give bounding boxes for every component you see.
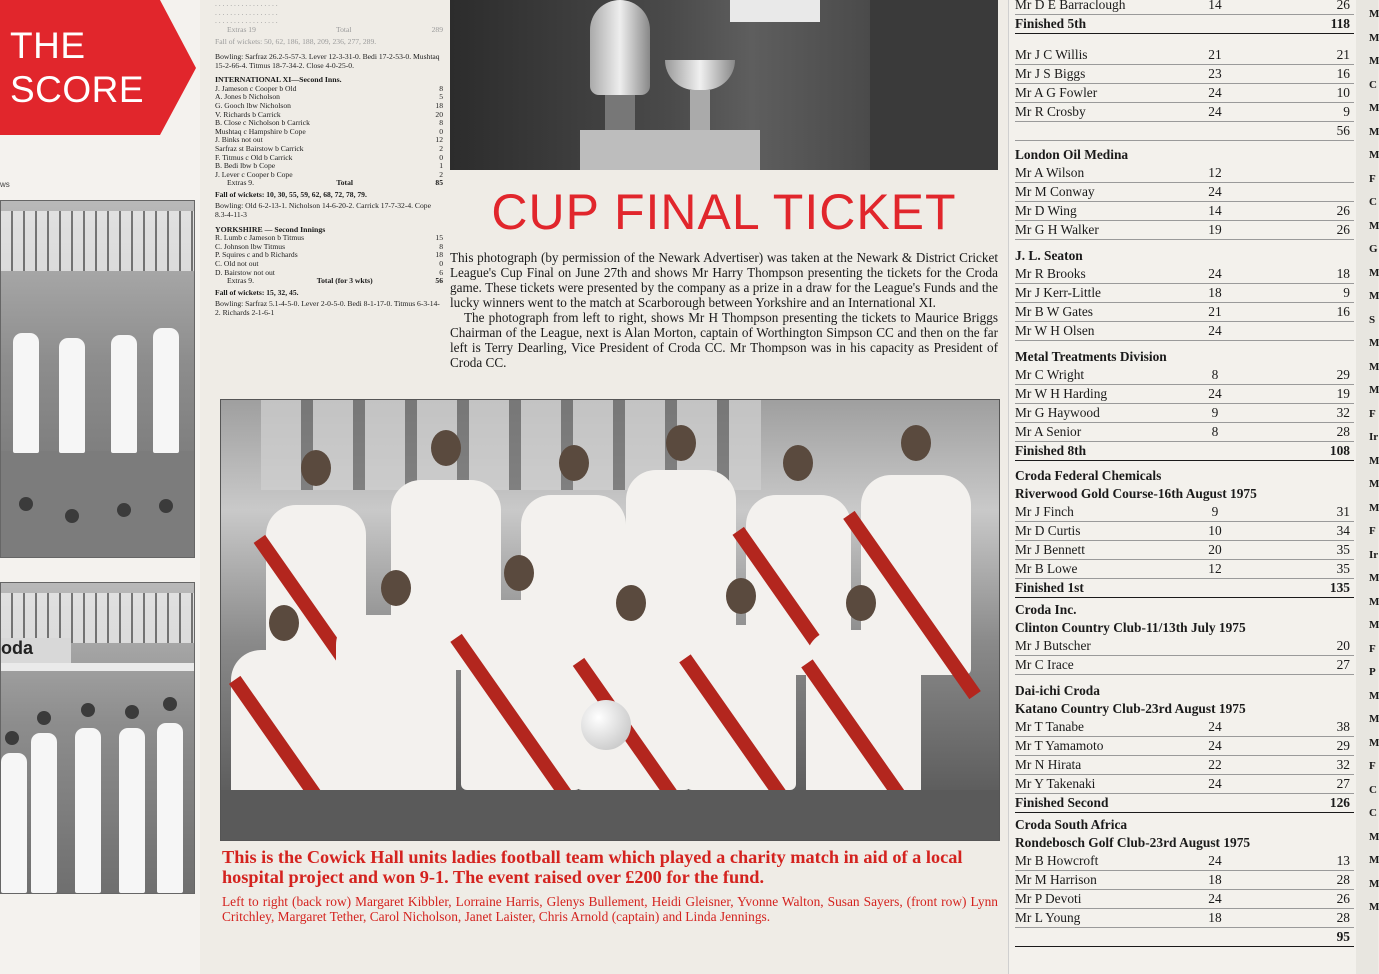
player-name: Mr A Wilson	[1015, 165, 1085, 180]
total-label: Total	[336, 24, 352, 34]
player-name: Mr T Tanabe	[1015, 719, 1084, 734]
result-row	[1015, 852, 1354, 871]
score-value: 28	[1336, 872, 1350, 887]
extras-label: Extras 19	[227, 24, 256, 34]
handicap-value: 9	[1211, 504, 1219, 519]
york-rows	[215, 234, 443, 277]
york-fall: Fall of wickets: 15, 32, 45.	[215, 287, 299, 297]
score-value	[1245, 322, 1354, 340]
score-value: 126	[1329, 795, 1350, 810]
edge-letter: M	[1369, 501, 1379, 514]
edge-letter: M	[1369, 55, 1379, 67]
text-fragment: ws	[0, 180, 10, 189]
batter-name: P. Squires c and b Richards	[215, 250, 298, 260]
article-title: CUP FINAL TICKET	[491, 184, 957, 240]
handicap-value: 18	[1208, 910, 1222, 925]
edge-letter: M	[1369, 454, 1379, 467]
result-row	[1015, 737, 1354, 756]
player-name: Mr J Butscher	[1015, 638, 1091, 653]
edge-letter: M	[1369, 830, 1379, 843]
result-row	[1015, 322, 1354, 341]
york-heading: YORKSHIRE — Second Innings	[215, 224, 326, 234]
group-title: Croda Inc.	[1015, 602, 1077, 617]
int-bowling: Bowling: Old 6-2-13-1. Nicholson 14-6-20-2. Carrick 17-7-32-4. Cope 8.3-4-11-3	[215, 201, 431, 220]
player-name: Mr J S Biggs	[1015, 66, 1086, 81]
handicap-value: 24	[1208, 386, 1222, 401]
result-row	[1015, 522, 1354, 541]
edge-letter: M	[1369, 337, 1379, 349]
edge-letter: F	[1369, 525, 1376, 537]
batter-name: A. Jones b Nicholson	[215, 92, 280, 102]
edge-letter: M	[1369, 125, 1379, 138]
batter-name: J. Jameson c Cooper b Old	[215, 83, 297, 93]
score-value: 26	[1336, 222, 1350, 237]
handicap-value: 24	[1208, 719, 1222, 734]
bowling-top: Bowling: Sarfraz 26.2-5-57-3. Lever 12-3-31-0. Bedi 17-2-53-0. Mushtaq 15-2-66-4. Titmus 18-7-34-2. Close 4-0-25-0.	[215, 51, 440, 70]
player-name: Mr J Finch	[1015, 504, 1074, 519]
results-group-south-africa	[1015, 816, 1354, 947]
result-row	[1015, 103, 1354, 122]
results-group-2	[1015, 46, 1354, 141]
extras-label: Extras 9.	[227, 276, 254, 286]
batter-name: J. Lever c Cooper b Cope	[215, 169, 293, 179]
score-value: 32	[1336, 757, 1350, 772]
player-name: Finished 1st	[1015, 580, 1084, 595]
result-row	[1015, 303, 1354, 322]
edge-letter: C	[1369, 78, 1377, 91]
handicap-value	[1185, 928, 1245, 946]
edge-letter: M	[1369, 219, 1379, 232]
pavilion-sign: oda	[1, 638, 71, 664]
score-value: 16	[1336, 66, 1350, 81]
player-name: Finished 5th	[1015, 16, 1087, 31]
batter-name: B. Close c Nicholson b Carrick	[215, 118, 310, 128]
player-name: Mr P Devoti	[1015, 891, 1082, 906]
cricket-pavilion-photo	[0, 582, 195, 894]
article-paragraph: The photograph from left to right, shows Mr H Thompson presenting the tickets to Maurice Briggs Chairman of the League, next is Alan Morton, captain of Worthington Simpson CC and then on the far left is Terry Dearling, Vice President of Croda CC. Mr Thompson was in his capacity as President of Croda CC.	[450, 310, 998, 370]
handicap-value: 22	[1208, 757, 1222, 772]
handicap-value: 23	[1208, 66, 1222, 81]
result-row	[1015, 265, 1354, 284]
handicap-value: 24	[1208, 738, 1222, 753]
result-row	[1015, 656, 1354, 675]
score-badge-text	[10, 24, 144, 112]
batter-runs: 8	[439, 118, 443, 128]
edge-letter: F	[1369, 642, 1376, 655]
handicap-value: 24	[1208, 104, 1222, 119]
result-row	[1015, 183, 1354, 202]
batter-runs: 0	[439, 152, 443, 162]
result-row	[1015, 221, 1354, 240]
result-row	[1015, 46, 1354, 65]
faded-line: . . . . . . . . . . . . . . . . .	[215, 16, 278, 26]
handicap-value	[1185, 442, 1245, 460]
player-name: Mr G Haywood	[1015, 405, 1100, 420]
result-row	[1015, 756, 1354, 775]
edge-letter: Ir	[1369, 548, 1379, 561]
player-name: Mr B Lowe	[1015, 561, 1078, 576]
player-name: Mr C Irace	[1015, 657, 1074, 672]
score-value: 35	[1336, 542, 1350, 557]
score-value: 13	[1336, 853, 1350, 868]
player-name: Mr W H Olsen	[1015, 323, 1095, 338]
total-value: 85	[435, 178, 443, 188]
handicap-value: 18	[1208, 872, 1222, 887]
player-name: Mr D E Barraclough	[1015, 0, 1126, 12]
score-value: 26	[1336, 891, 1350, 906]
faded-fall: Fall of wickets: 50, 62, 186, 188, 209, 236, 277, 289.	[215, 37, 377, 47]
group-title: J. L. Seaton	[1015, 248, 1083, 263]
york-extras	[215, 277, 443, 286]
player-name: Mr R Crosby	[1015, 104, 1086, 119]
handicap-value: 21	[1208, 47, 1222, 62]
group-title: Metal Treatments Division	[1015, 349, 1167, 364]
edge-letter: F	[1369, 172, 1376, 185]
left-page-strip	[0, 0, 200, 974]
score-value: 135	[1329, 580, 1350, 595]
batter-runs: 6	[439, 267, 443, 277]
score-value	[1245, 164, 1354, 182]
results-group-seaton	[1015, 247, 1354, 341]
handicap-value: 24	[1208, 853, 1222, 868]
score-value: 10	[1336, 85, 1350, 100]
result-row	[1015, 15, 1354, 34]
int-heading: INTERNATIONAL XI—Second Inns.	[215, 75, 342, 85]
score-value: 29	[1336, 738, 1350, 753]
score-value: 35	[1336, 561, 1350, 576]
int-extras	[215, 179, 443, 188]
player-name: Mr W H Harding	[1015, 386, 1108, 401]
team-caption-names: Left to right (back row) Margaret Kibbler, Lorraine Harris, Glenys Bullement, Heidi Gleisner, Yvonne Walton, Susan Sayers, (front row) Lynn Critchley, Margaret Tether, Carol Nicholson, Janet Laister, Chris Arnold (captain) and Linda Jennings.	[222, 894, 998, 924]
edge-letter: M	[1369, 290, 1379, 302]
handicap-value: 8	[1211, 367, 1219, 382]
result-row	[1015, 579, 1354, 598]
edge-letter: M	[1369, 713, 1379, 725]
ladies-football-team-photo	[220, 399, 1000, 841]
results-group-london	[1015, 146, 1354, 240]
total-label: Total	[336, 178, 353, 188]
score-value	[1245, 183, 1354, 201]
player-name: Mr C Wright	[1015, 367, 1085, 382]
handicap-value: 12	[1208, 561, 1222, 576]
group-title: Croda Federal Chemicals	[1015, 468, 1162, 483]
batter-runs: 12	[435, 135, 443, 145]
batter-runs: 2	[439, 143, 443, 153]
edge-letter: M	[1369, 877, 1379, 890]
result-row	[1015, 84, 1354, 103]
player-name: Mr D Wing	[1015, 203, 1077, 218]
batter-name: B. Bedi lbw b Cope	[215, 161, 276, 171]
badge-line-1: THE	[10, 25, 86, 66]
cricket-team-photo	[0, 200, 195, 558]
result-row	[1015, 871, 1354, 890]
group-subtitle: Katano Country Club-23rd August 1975	[1015, 701, 1246, 716]
edge-letter: M	[1369, 266, 1379, 279]
edge-letter: C	[1369, 196, 1377, 208]
handicap-value: 18	[1208, 285, 1222, 300]
score-value: 32	[1336, 405, 1350, 420]
scorecard-column	[215, 0, 443, 380]
player-name: Mr L Young	[1015, 910, 1081, 925]
handicap-value: 24	[1208, 323, 1222, 338]
result-row	[1015, 122, 1354, 141]
batter-name: V. Richards b Carrick	[215, 109, 281, 119]
player-name: Mr M Harrison	[1015, 872, 1097, 887]
faded-line: . . . . . . . . . . . . . . . . .	[215, 7, 278, 17]
edge-letter: G	[1369, 243, 1378, 255]
player-name: Mr J Kerr-Little	[1015, 285, 1101, 300]
faded-line: . . . . . . . . . . . . . . . . .	[215, 0, 278, 8]
group-title: Croda South Africa	[1015, 817, 1128, 832]
edge-letter: P	[1369, 666, 1376, 678]
batter-name: D. Bairstow not out	[215, 267, 275, 277]
batter-runs: 20	[435, 109, 443, 119]
batter-runs: 5	[439, 92, 443, 102]
score-value: 19	[1336, 386, 1350, 401]
edge-letter: M	[1369, 689, 1379, 702]
handicap-value: 14	[1208, 203, 1222, 218]
player-name: Mr A Senior	[1015, 424, 1082, 439]
team-caption-headline: This is the Cowick Hall units ladies football team which played a charity match in aid of a local hospital project and won 9-1. The event raised over £200 for the fund.	[222, 847, 963, 887]
player-name: Mr T Yamamoto	[1015, 738, 1104, 753]
article-paragraph: This photograph (by permission of the Newark Advertiser) was taken at the Newark & District Cricket League's Cup Final on June 27th and shows Mr Harry Thompson presenting the tickets for the Croda game. These tickets were presented by the company as a prize in a draw for the League's Funds and the lucky winners went to the match at Scarborough between Yorkshire and an International XI.	[450, 250, 998, 310]
player-name	[1015, 928, 1185, 946]
edge-letter: C	[1369, 783, 1377, 796]
result-row	[1015, 794, 1354, 813]
edge-letter: M	[1369, 572, 1379, 584]
handicap-value	[1185, 637, 1245, 655]
results-group-daiichi	[1015, 682, 1354, 813]
player-name: Mr J C Willis	[1015, 47, 1088, 62]
edge-letter: C	[1369, 807, 1377, 819]
batter-name: Sarfraz st Bairstow b Carrick	[215, 143, 304, 153]
handicap-value: 10	[1208, 523, 1222, 538]
result-row	[1015, 560, 1354, 579]
score-value: 26	[1336, 0, 1350, 12]
handicap-value: 24	[1208, 266, 1222, 281]
player-name: Mr B Howcroft	[1015, 853, 1099, 868]
score-value: 118	[1330, 16, 1350, 31]
player-name: Finished 8th	[1015, 443, 1087, 458]
batter-runs: 8	[439, 83, 443, 93]
score-value: 28	[1336, 910, 1350, 925]
result-row	[1015, 164, 1354, 183]
int-fall: Fall of wickets: 10, 30, 55, 59, 62, 68, 72, 78, 79.	[215, 189, 367, 199]
result-row	[1015, 909, 1354, 928]
edge-letter: M	[1369, 854, 1379, 866]
batter-name: F. Titmus c Old b Carrick	[215, 152, 293, 162]
edge-letter: M	[1369, 102, 1379, 114]
batter-runs: 18	[435, 250, 443, 260]
group-subtitle: Rondebosch Golf Club-23rd August 1975	[1015, 835, 1251, 850]
extras-label: Extras 9.	[227, 178, 254, 188]
results-group-top	[1015, 0, 1354, 34]
score-value: 16	[1336, 304, 1350, 319]
football	[581, 700, 631, 750]
result-row	[1015, 541, 1354, 560]
york-bowling: Bowling: Sarfraz 5.1-4-5-0. Lever 2-0-5-0. Bedi 8-1-17-0. Titmus 6-3-14-2. Richards 2-1-6-1	[215, 299, 440, 317]
player-name	[1015, 122, 1185, 140]
int-rows	[215, 85, 443, 180]
edge-letter: S	[1369, 313, 1376, 326]
result-row	[1015, 385, 1354, 404]
batter-name: C. Johnson lbw Titmus	[215, 241, 286, 251]
player-name: Finished Second	[1015, 795, 1109, 810]
results-group-inc	[1015, 601, 1354, 675]
edge-letter: F	[1369, 407, 1376, 420]
score-value: 95	[1336, 929, 1350, 944]
score-value: 56	[1336, 123, 1350, 138]
result-row	[1015, 202, 1354, 221]
player-name: Mr A G Fowler	[1015, 85, 1098, 100]
article-body	[450, 250, 998, 370]
result-row	[1015, 423, 1354, 442]
score-value: 27	[1336, 776, 1350, 791]
edge-letter: M	[1369, 736, 1379, 749]
handicap-value: 24	[1208, 776, 1222, 791]
edge-letter: M	[1369, 31, 1379, 44]
total-value: 56	[435, 276, 443, 286]
batter-name: G. Gooch lbw Nicholson	[215, 100, 291, 110]
result-row	[1015, 637, 1354, 656]
handicap-value: 24	[1208, 891, 1222, 906]
score-value: 18	[1336, 266, 1350, 281]
handicap-value: 20	[1208, 542, 1222, 557]
handicap-value: 24	[1208, 184, 1222, 199]
result-row	[1015, 404, 1354, 423]
batter-runs: 8	[439, 241, 443, 251]
edge-letter: M	[1369, 384, 1379, 396]
player-name: Mr B W Gates	[1015, 304, 1093, 319]
result-row	[1015, 890, 1354, 909]
score-value: 28	[1336, 424, 1350, 439]
trophy-photo	[450, 0, 998, 170]
handicap-value	[1185, 15, 1245, 33]
handicap-value	[1185, 656, 1245, 674]
batter-name: Mushtaq c Hampshire b Cope	[215, 126, 306, 136]
edge-letter: M	[1369, 149, 1379, 161]
batter-name: J. Binks not out	[215, 135, 263, 145]
score-value: 34	[1336, 523, 1350, 538]
group-subtitle: Riverwood Gold Course-16th August 1975	[1015, 486, 1257, 501]
handicap-value	[1185, 579, 1245, 597]
handicap-value	[1185, 122, 1245, 140]
result-row	[1015, 928, 1354, 947]
player-name: Mr M Conway	[1015, 184, 1095, 199]
total-value: 289	[431, 24, 443, 34]
group-title: London Oil Medina	[1015, 147, 1129, 162]
result-row	[1015, 775, 1354, 794]
batter-runs: 1	[439, 161, 443, 171]
player-name: Mr Y Takenaki	[1015, 776, 1096, 791]
score-value: 38	[1336, 719, 1350, 734]
player-name: Mr G H Walker	[1015, 222, 1099, 237]
batter-runs: 15	[435, 233, 443, 243]
result-row	[1015, 366, 1354, 385]
edge-letter: M	[1369, 619, 1379, 631]
handicap-value: 19	[1208, 222, 1222, 237]
edge-letter: M	[1369, 478, 1379, 490]
score-value: 20	[1336, 638, 1350, 653]
edge-letter: Ir	[1369, 431, 1379, 443]
handicap-value	[1185, 794, 1245, 812]
score-value: 29	[1336, 367, 1350, 382]
result-row	[1015, 65, 1354, 84]
batter-name: C. Old not out	[215, 259, 259, 269]
handicap-value: 21	[1208, 304, 1222, 319]
batter-runs: 2	[439, 169, 443, 179]
result-row	[1015, 718, 1354, 737]
results-group-federal	[1015, 467, 1354, 598]
result-row	[1015, 284, 1354, 303]
edge-letter: M	[1369, 901, 1379, 913]
batter-name: R. Lumb c Jameson b Titmus	[215, 233, 305, 243]
edge-letter: M	[1369, 8, 1379, 20]
result-row	[1015, 442, 1354, 461]
player-name: Mr J Bennett	[1015, 542, 1085, 557]
score-value: 26	[1336, 203, 1350, 218]
badge-line-2: SCORE	[10, 69, 145, 110]
batter-runs: 0	[439, 126, 443, 136]
edge-letter: M	[1369, 360, 1379, 373]
faded-extras	[215, 26, 443, 35]
result-row	[1015, 503, 1354, 522]
score-value: 9	[1343, 104, 1350, 119]
score-value: 27	[1336, 657, 1350, 672]
edge-letter: M	[1369, 595, 1379, 608]
group-subtitle: Clinton Country Club-11/13th July 1975	[1015, 620, 1246, 635]
results-group-metal	[1015, 348, 1354, 461]
player-name: Mr R Brooks	[1015, 266, 1086, 281]
handicap-value: 9	[1211, 405, 1219, 420]
score-value: 21	[1336, 47, 1350, 62]
total-label: Total (for 3 wkts)	[316, 276, 373, 286]
handicap-value: 14	[1208, 0, 1222, 12]
handicap-value: 24	[1208, 85, 1222, 100]
edge-letter: F	[1369, 760, 1376, 772]
group-title: Dai-ichi Croda	[1015, 683, 1100, 698]
score-value: 108	[1329, 443, 1350, 458]
score-value: 31	[1336, 504, 1350, 519]
player-name: Mr D Curtis	[1015, 523, 1081, 538]
handicap-value: 8	[1211, 424, 1219, 439]
player-name: Mr N Hirata	[1015, 757, 1082, 772]
score-value: 9	[1343, 285, 1350, 300]
batter-runs: 0	[439, 259, 443, 269]
handicap-value: 12	[1208, 165, 1222, 180]
faded-lines	[215, 0, 443, 47]
batter-runs: 18	[435, 100, 443, 110]
result-row	[1015, 0, 1354, 15]
